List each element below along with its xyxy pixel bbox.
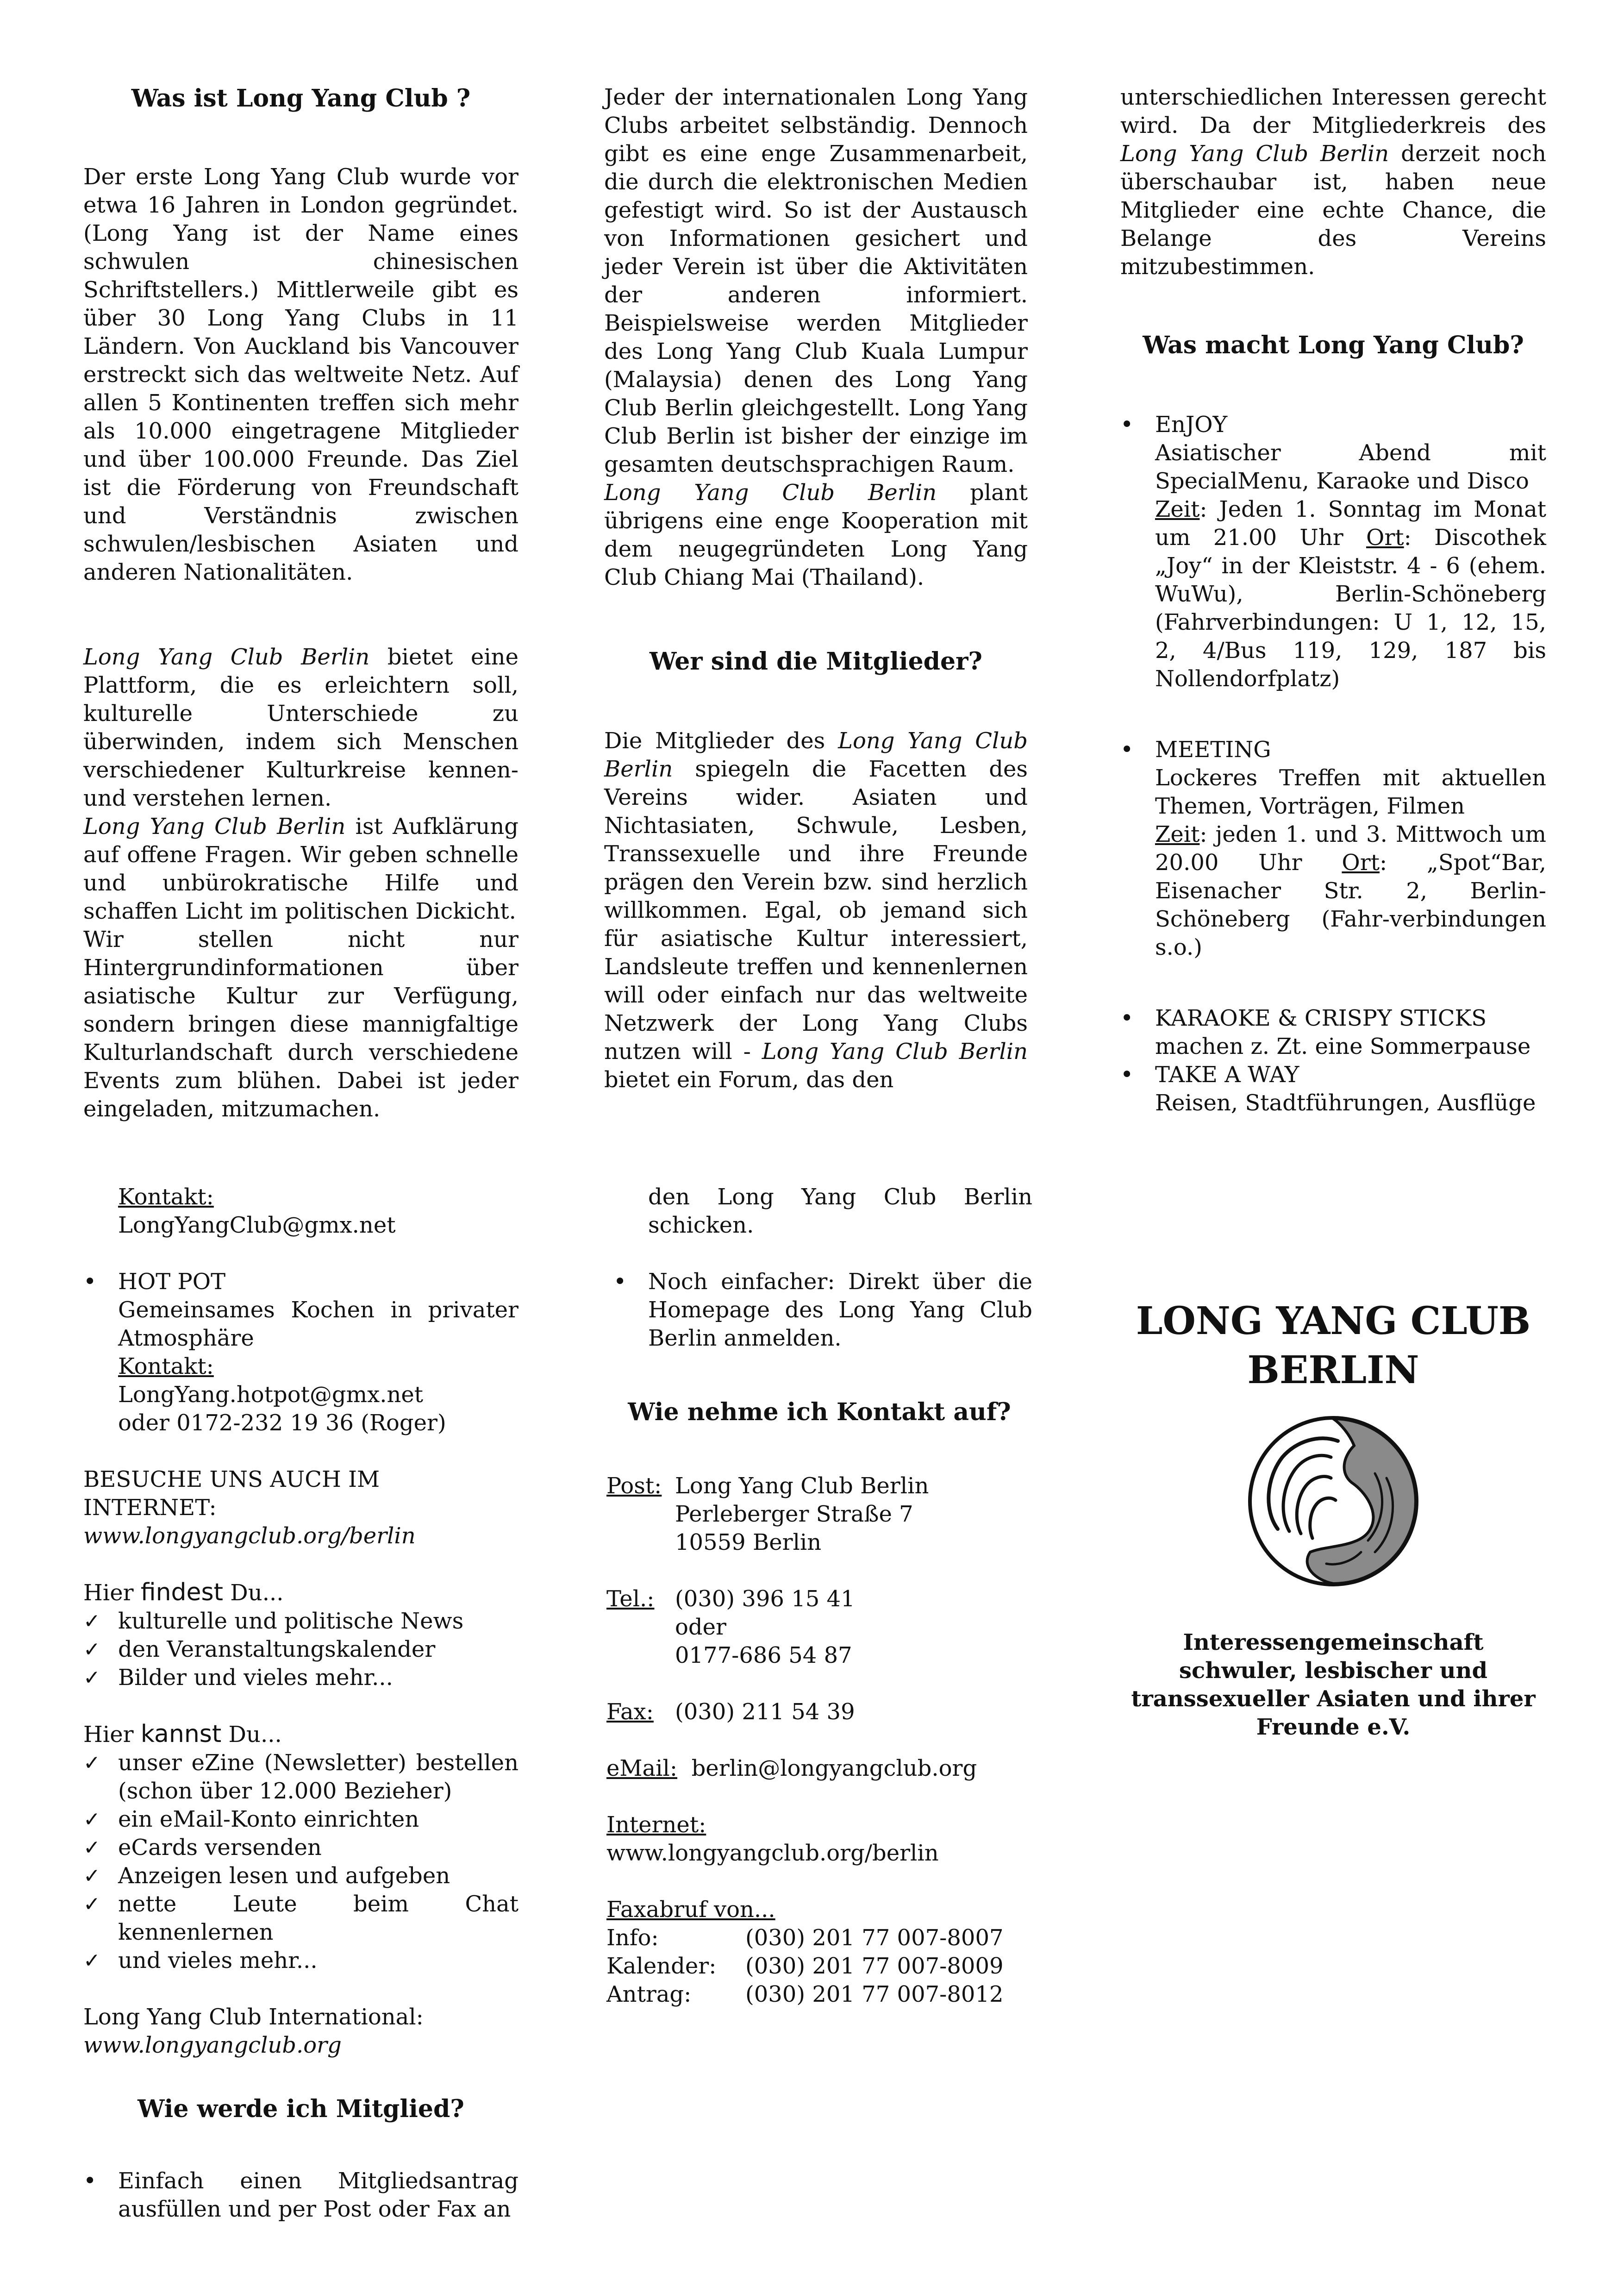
kannst-heading xyxy=(83,1720,518,1749)
zeit-value: : jeden 1. und 3. Mittwoch um 20.00 Uhr xyxy=(1155,821,1546,876)
text-segment: Hier xyxy=(83,1580,141,1606)
fax-row xyxy=(606,1698,1032,1726)
tel-value: (030) 396 15 41 xyxy=(675,1586,855,1612)
paragraph-platform xyxy=(83,643,518,813)
address-line: Perleberger Straße 7 xyxy=(675,1501,913,1527)
club-name: Long Yang Club Berlin xyxy=(604,480,937,506)
logo-graphic xyxy=(1245,1413,1421,1589)
paragraph-kooperation-text: plant übrigens eine enge Kooperation mit dem neugegründeten Long Yang Club Chiang Mai (Thailand). xyxy=(604,480,1028,590)
email-label: eMail: xyxy=(606,1755,678,1781)
faxabruf-item-value: (030) 201 77 007-8007 xyxy=(745,1925,1004,1951)
paragraph-aufklaerung xyxy=(83,813,518,926)
ort-label: Ort xyxy=(1366,525,1404,551)
heading-was-macht: Was macht Long Yang Club? xyxy=(1143,331,1524,359)
faxabruf-item-value: (030) 201 77 007-8012 xyxy=(745,1981,1004,2007)
mitglied-item: • Noch einfacher: Direkt über die Homepage des Long Yang Club Berlin anmelden. xyxy=(613,1268,1032,1353)
faxabruf-item-label: Info: xyxy=(606,1925,659,1951)
activity-take-away xyxy=(1120,1061,1546,1117)
text-segment: derzeit noch überschaubar ist, haben neue Mitglieder eine echte Chance, die Belange des Vereins mitzubestimmen. xyxy=(1120,141,1546,280)
mitglied-list-2 xyxy=(606,1268,1032,1353)
checklist-item: ✓ Bilder und vieles mehr... xyxy=(83,1664,518,1692)
text-segment: Hier xyxy=(83,1722,141,1748)
faxabruf-item-label: Kalender: xyxy=(606,1953,717,1979)
mitglied-item: • Einfach einen Mitgliedsantrag ausfüllen und per Post oder Fax an xyxy=(83,2167,518,2224)
checklist-item: ✓ und vieles mehr... xyxy=(83,1947,518,1975)
paragraph-events: Wir stellen nicht nur Hintergrundinformationen über asiatische Kultur zur Verfügung, sondern bringen diese mannigfaltige Kulturlandschaft durch verschiedene Events zum blühen. Dabei ist jeder eingeladen, mitzumachen. xyxy=(83,927,518,1122)
faxabruf-item-value: (030) 201 77 007-8009 xyxy=(745,1953,1004,1979)
faxabruf-row xyxy=(606,1952,1032,1980)
column-left-bottom xyxy=(83,1183,518,2224)
paragraph-platform-text: bietet eine Plattform, die es erleichtern soll, kulturelle Unterschiede zu überwinden, indem sich Menschen verschiedener Kulturkreise kennen- und verstehen lernen. xyxy=(83,644,518,811)
findest-heading xyxy=(83,1579,518,1607)
text-segment: Du... xyxy=(221,1722,282,1748)
text-segment: unterschiedlichen Interessen gerecht wird. Da der Mitgliederkreis des xyxy=(1120,84,1546,138)
kontakt-label: Kontakt: xyxy=(118,1353,214,1379)
column-right-bottom xyxy=(1120,1297,1546,1742)
mitglied-item-continued: den Long Yang Club Berlin schicken. xyxy=(648,1184,1032,1238)
faxabruf-label: Faxabruf von... xyxy=(606,1897,775,1923)
checklist-item: ✓ Anzeigen lesen und aufgeben xyxy=(83,1862,518,1890)
hotpot-email[interactable]: LongYang.hotpot@gmx.net xyxy=(118,1382,424,1408)
zeit-label: Zeit xyxy=(1155,496,1200,522)
activity-hotpot xyxy=(83,1268,518,1437)
activity-desc: Asiatischer Abend mit SpecialMenu, Karaoke und Disco xyxy=(1155,440,1546,494)
paragraph-aufklaerung-text: ist Aufklärung auf offene Fragen. Wir geben schnelle und unbürokratische Hilfe und schaffen Licht im politischen Dickicht. xyxy=(83,814,519,924)
checklist-item: ✓ nette Leute beim Chat kennenlernen xyxy=(83,1890,518,1947)
text-segment: bietet ein Forum, das den xyxy=(604,1067,894,1093)
checklist-item: ✓ unser eZine (Newsletter) bestellen (schon über 12.000 Bezieher) xyxy=(83,1749,518,1805)
kontakt-email[interactable]: LongYangClub@gmx.net xyxy=(118,1212,396,1238)
heading-kontakt: Wie nehme ich Kontakt auf? xyxy=(628,1398,1011,1426)
activities-list xyxy=(1120,411,1546,1117)
club-subtitle: Interessengemeinschaft schwuler, lesbischer und transsexueller Asiaten und ihrer Freunde e.V. xyxy=(1131,1629,1536,1740)
club-title-line: BERLIN xyxy=(1247,1348,1419,1392)
mitglied-list xyxy=(83,2167,518,2224)
faxabruf-item-label: Antrag: xyxy=(606,1981,692,2007)
ort-label: Ort xyxy=(1342,850,1380,876)
activity-title: • KARAOKE & CRISPY STICKS xyxy=(1155,1005,1487,1031)
kontakt-block xyxy=(83,1183,518,1240)
fax-label: Fax: xyxy=(606,1699,654,1725)
email-value[interactable]: berlin@longyangclub.org xyxy=(691,1755,977,1781)
checklist-item: ✓ den Veranstaltungskalender xyxy=(83,1635,518,1664)
activity-karaoke xyxy=(1120,1004,1546,1061)
text-emphasis: kannst xyxy=(140,1720,222,1748)
activity-title: • EnJOY xyxy=(1155,412,1228,438)
kontakt-label: Kontakt: xyxy=(118,1184,214,1210)
post-address xyxy=(675,1472,929,1557)
activity-desc: Lockeres Treffen mit aktuellen Themen, Vorträgen, Filmen xyxy=(1155,765,1546,819)
yin-yang-hands-logo xyxy=(1120,1413,1546,1596)
activity-desc: Gemeinsames Kochen in privater Atmosphäre xyxy=(118,1297,518,1351)
post-row xyxy=(606,1472,1032,1557)
club-title xyxy=(1120,1297,1546,1395)
tel-value: 0177-686 54 87 xyxy=(675,1642,852,1668)
paragraph-history: Der erste Long Yang Club wurde vor etwa 16 Jahren in London gegründet. (Long Yang ist der Name eines schwulen chinesischen Schriftstellers.) Mittlerweile gibt es über 30 Long Yang Clubs in 11 Ländern. Von Auckland bis Vancouver erstreckt sich das weltweite Netz. Auf allen 5 Kontinenten treffen sich mehr als 10.000 eingetragene Mitglieder und über 100.000 Freunde. Das Ziel ist die Förderung von Freundschaft und Verständnis zwischen schwulen/lesbischen Asiaten und anderen Nationalitäten. xyxy=(83,164,518,585)
activity-meeting xyxy=(1120,736,1546,962)
paragraph-mitglieder xyxy=(604,727,1028,1094)
address-line: 10559 Berlin xyxy=(675,1529,822,1555)
ort-value: : Discothek „Joy“ in der Kleiststr. 4 - 6 (ehem. WuWu), Berlin-Schöneberg (Fahrverbindungen: U 1, 12, 15, 2, 4/Bus 119, 129, 187 bis Nollendorfplatz) xyxy=(1155,525,1546,692)
tel-values xyxy=(675,1585,855,1670)
club-name: Long Yang Club Berlin xyxy=(83,644,370,670)
text-emphasis: findest xyxy=(140,1579,224,1606)
internet-label: Internet: xyxy=(606,1812,706,1838)
heading-mitglieder: Wer sind die Mitglieder? xyxy=(650,647,982,676)
club-name: Long Yang Club Berlin xyxy=(83,814,346,839)
findest-list xyxy=(83,1607,518,1692)
paragraph-international: Jeder der internationalen Long Yang Clubs arbeitet selbständig. Dennoch gibt es eine enge Zusammenarbeit, die durch die elektronischen Medien gefestigt wird. So ist der Austausch von Informationen gesichert und jeder Verein ist über die Aktivitäten der anderen informiert. Beispielsweise werden Mitglieder des Long Yang Club Kuala Lumpur (Malaysia) denen des Long Yang Club Berlin gleichgestellt. Long Yang Club Berlin ist bisher der einzige im gesamten deutschsprachigen Raum. xyxy=(604,84,1028,477)
column-right-top xyxy=(1120,83,1546,1117)
tel-or: oder xyxy=(675,1614,726,1640)
column-left-top xyxy=(83,83,518,1123)
activity-details xyxy=(1155,821,1546,962)
tel-row xyxy=(606,1585,1032,1670)
faxabruf-row xyxy=(606,1980,1032,2009)
zeit-value: : Jeden 1. Sonntag im Monat um 21.00 Uhr xyxy=(1155,496,1546,551)
checklist-item: ✓ ein eMail-Konto einrichten xyxy=(83,1805,518,1834)
tel-label: Tel.: xyxy=(606,1586,655,1612)
activity-title: • TAKE A WAY xyxy=(1155,1062,1299,1088)
club-title-line: LONG YANG CLUB xyxy=(1136,1299,1531,1343)
paragraph-interessen xyxy=(1120,83,1546,281)
heading-was-ist: Was ist Long Yang Club ? xyxy=(131,84,471,113)
club-name: Long Yang Club Berlin xyxy=(762,1039,1028,1065)
address-line: Long Yang Club Berlin xyxy=(675,1473,929,1499)
activity-details xyxy=(1155,495,1546,693)
checklist-item: ✓ eCards versenden xyxy=(83,1834,518,1862)
internet-row xyxy=(606,1811,1032,1867)
activity-desc: machen z. Zt. eine Sommerpause xyxy=(1155,1034,1531,1059)
post-label: Post: xyxy=(606,1473,662,1499)
club-name: Long Yang Club Berlin xyxy=(1120,141,1389,167)
column-middle-bottom xyxy=(606,1183,1032,2009)
text-segment: spiegeln die Facetten des Vereins wider. Asiaten und Nichtasiaten, Schwule, Lesben, Transsexuelle und ihre Freunde prägen den Verein bzw. sind herzlich willkommen. Egal, ob jemand sich für asiatische Kultur interessiert, Landsleute treffen und kennenlernen will oder einfach nur das weltweite Netzwerk der Long Yang Clubs nutzen will - xyxy=(604,756,1028,1065)
email-row xyxy=(606,1754,1032,1783)
club-name: Long Yang Club Berlin xyxy=(604,728,1028,782)
activity-title: • MEETING xyxy=(1155,737,1271,763)
hotpot-list xyxy=(83,1268,518,1437)
ort-value: : „Spot“Bar, Eisenacher Str. 2, Berlin-Schöneberg (Fahr-verbindungen s.o.) xyxy=(1155,850,1547,960)
internet-value[interactable]: www.longyangclub.org/berlin xyxy=(606,1840,939,1866)
checklist-item: ✓ kulturelle und politische News xyxy=(83,1607,518,1635)
activity-enjoy xyxy=(1120,411,1546,693)
heading-mitglied: Wie werde ich Mitglied? xyxy=(137,2095,464,2123)
zeit-label: Zeit xyxy=(1155,821,1200,847)
activity-title: • HOT POT xyxy=(118,1269,226,1295)
column-middle-top xyxy=(604,83,1028,1094)
activity-desc: Reisen, Stadtführungen, Ausflüge xyxy=(1155,1090,1536,1116)
text-segment: Du... xyxy=(223,1580,284,1606)
paragraph-kooperation xyxy=(604,479,1028,592)
internet-url[interactable]: www.longyangclub.org/berlin xyxy=(83,1523,416,1549)
hotpot-phone: oder 0172-232 19 36 (Roger) xyxy=(118,1410,446,1436)
international-url[interactable]: www.longyangclub.org xyxy=(83,2032,342,2058)
internet-heading: BESUCHE UNS AUCH IM INTERNET: xyxy=(83,1466,380,1521)
kannst-list xyxy=(83,1749,518,1975)
text-segment: Die Mitglieder des xyxy=(604,728,838,754)
international-label: Long Yang Club International: xyxy=(83,2004,424,2030)
fax-value: (030) 211 54 39 xyxy=(675,1699,855,1725)
faxabruf-row xyxy=(606,1924,1032,1952)
